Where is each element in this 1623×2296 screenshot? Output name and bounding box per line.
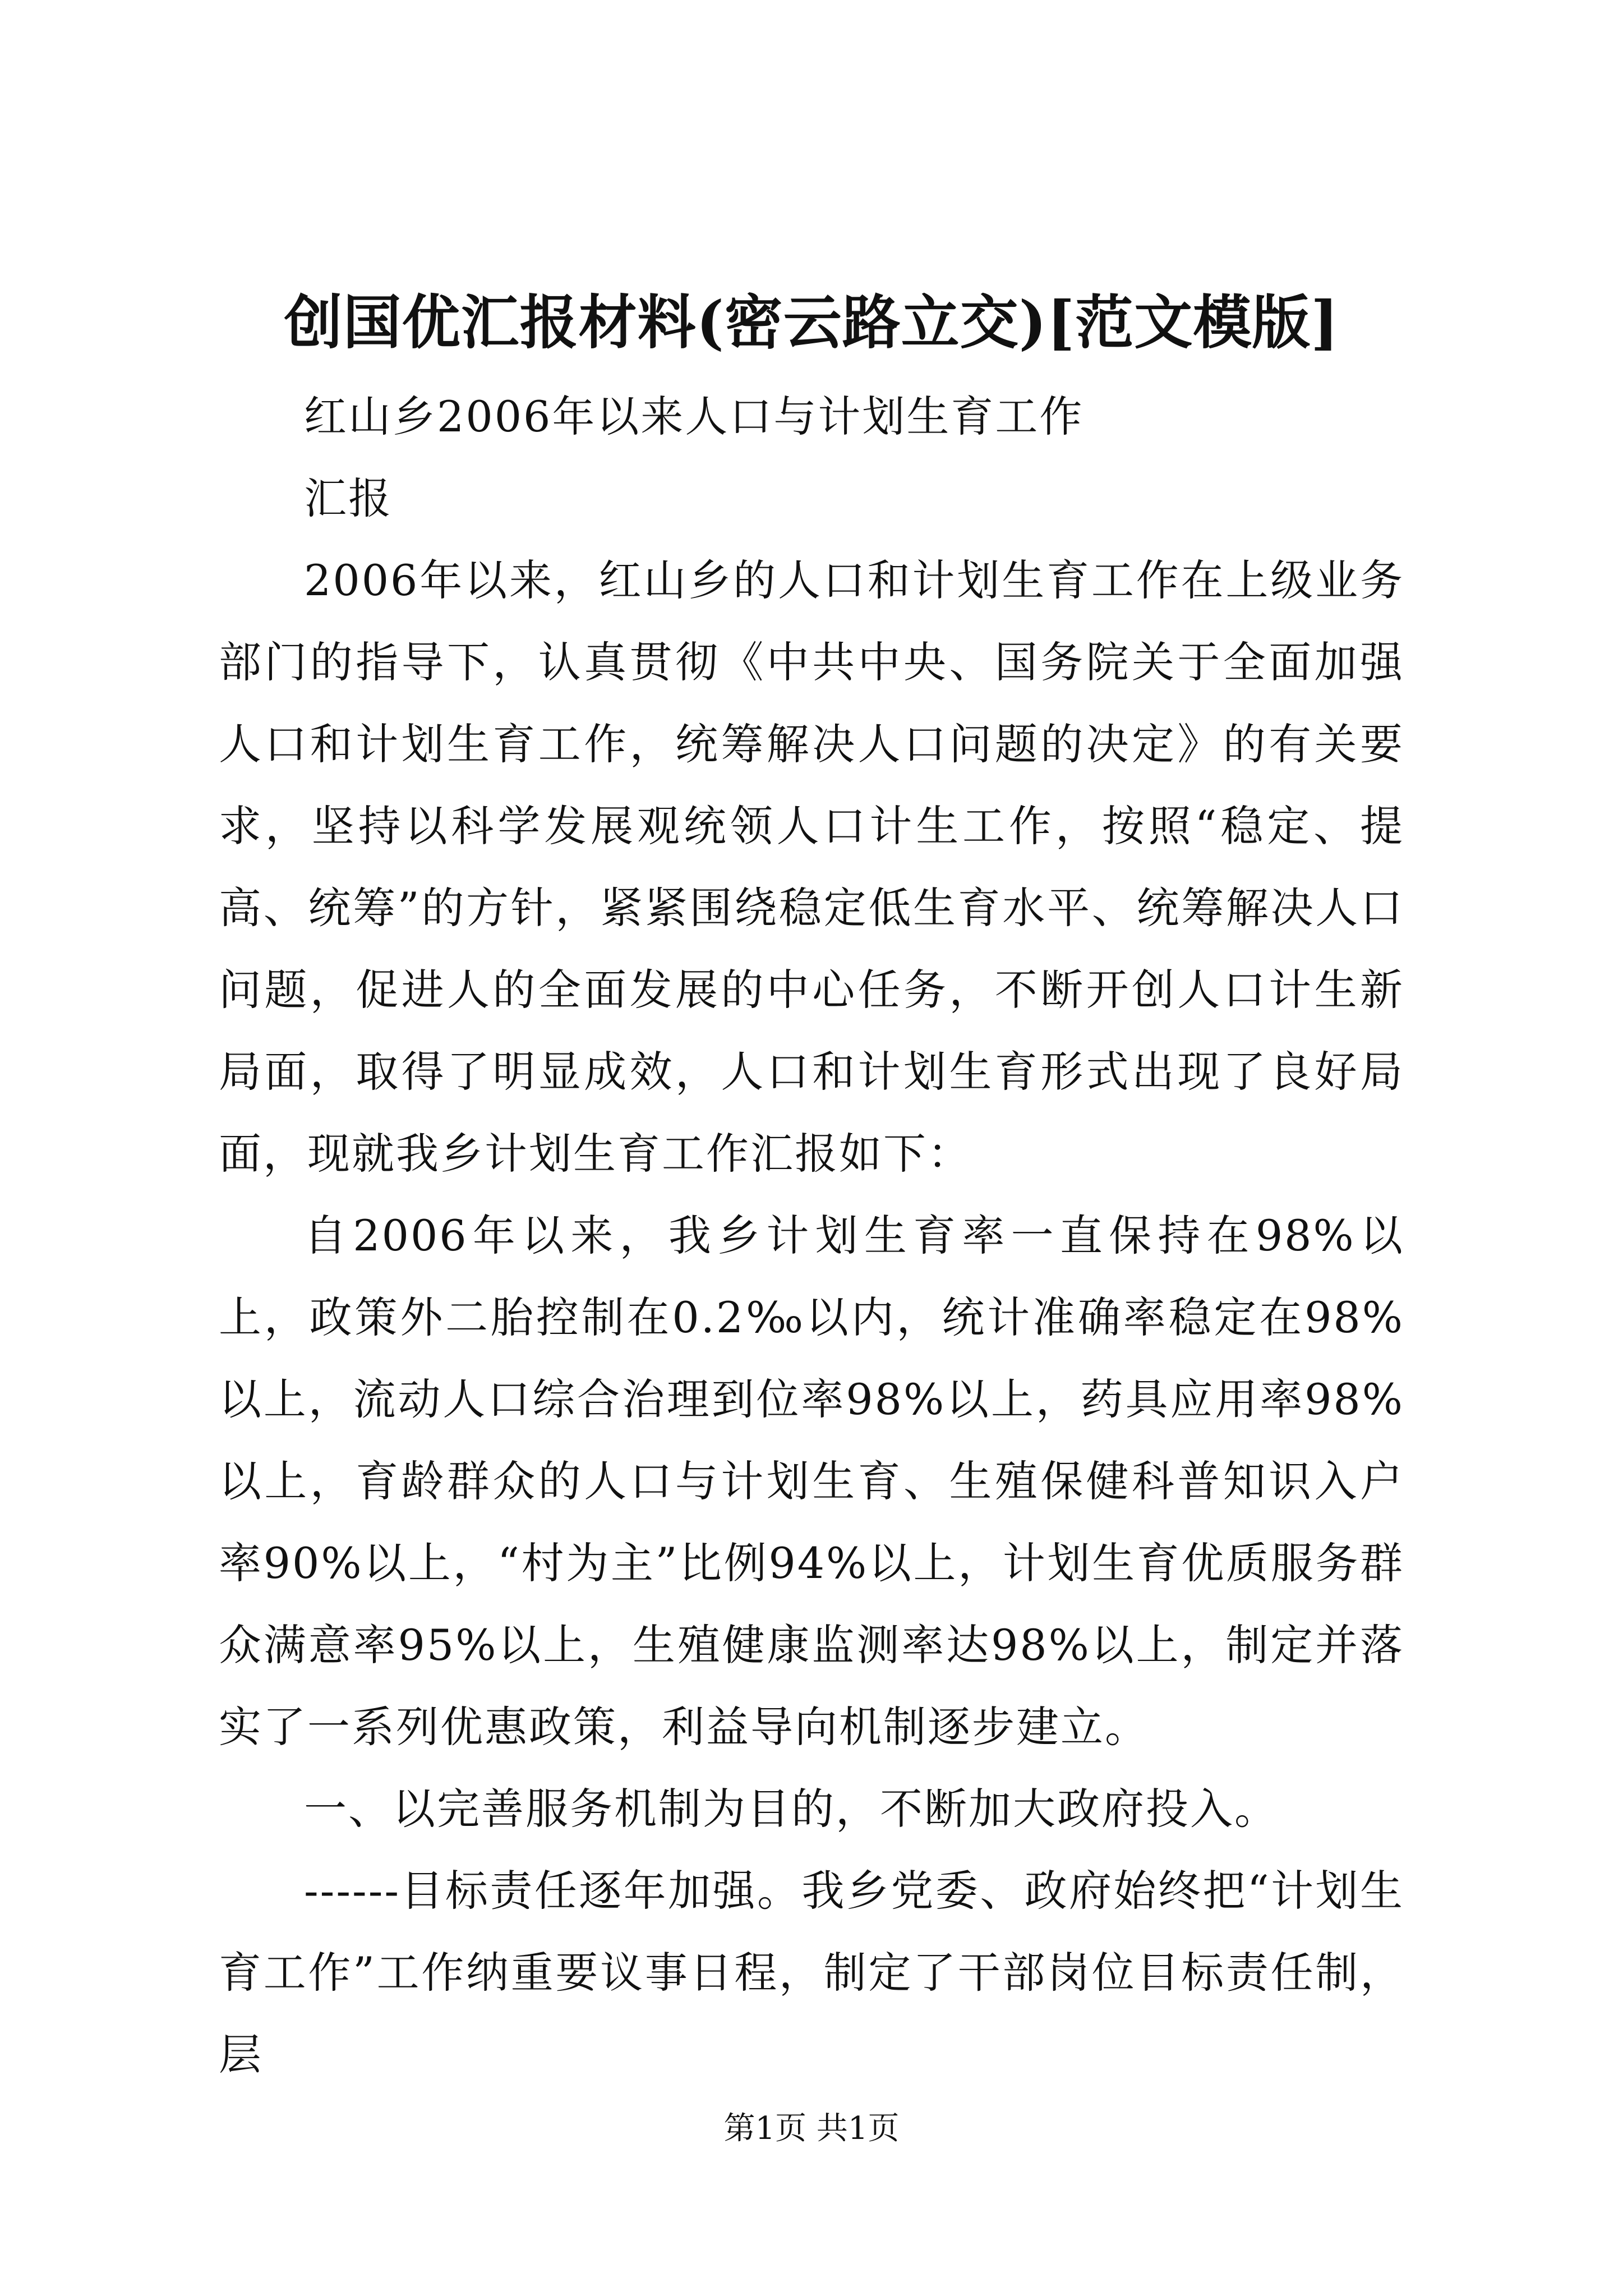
document-body bbox=[219, 376, 1404, 2096]
page-footer: 第1页 共1页 bbox=[723, 2110, 900, 2147]
subtitle-line: 红山乡2006年以来人口与计划生育工作 bbox=[304, 392, 1084, 441]
paragraph-target-responsibility: ------目标责任逐年加强。我乡党委、政府始终把“计划生育工作”工作纳重要议事日程，制定了干部岗位目标责任制，层 bbox=[219, 1866, 1404, 2079]
section-heading: 一、以完善服务机制为目的，不断加大政府投入。 bbox=[304, 1784, 1279, 1834]
paragraph-intro: 2006年以来，红山乡的人口和计划生育工作在上级业务部门的指导下，认真贯彻《中共中央、国务院关于全面加强人口和计划生育工作，统筹解决人口问题的决定》的有关要求，坚持以科学发展观统领人口计生工作，按照“稳定、提高、统筹”的方针，紧紧围绕稳定低生育水平、统筹解决人口问题，促进人的全面发展的中心任务，不断开创人口计生新局面，取得了明显成效，人口和计划生育形式出现了良好局面，现就我乡计划生育工作汇报如下： bbox=[219, 555, 1404, 1179]
subtitle-line-2: 汇报 bbox=[304, 473, 393, 523]
paragraph-statistics: 自2006年以来，我乡计划生育率一直保持在98%以上，政策外二胎控制在0.2‰以内，统计准确率稳定在98%以上，流动人口综合治理到位率98%以上，药具应用率98%以上，育龄群众的人口与计划生育、生殖保健科普知识入户率90%以上，“村为主”比例94%以上，计划生育优质服务群众满意率95%以上，生殖健康监测率达98%以上，制定并落实了一系列优惠政策，利益导向机制逐步建立。 bbox=[219, 1211, 1404, 1752]
document-title: 创国优汇报材料(密云路立交)[范文模版] bbox=[284, 288, 1339, 357]
